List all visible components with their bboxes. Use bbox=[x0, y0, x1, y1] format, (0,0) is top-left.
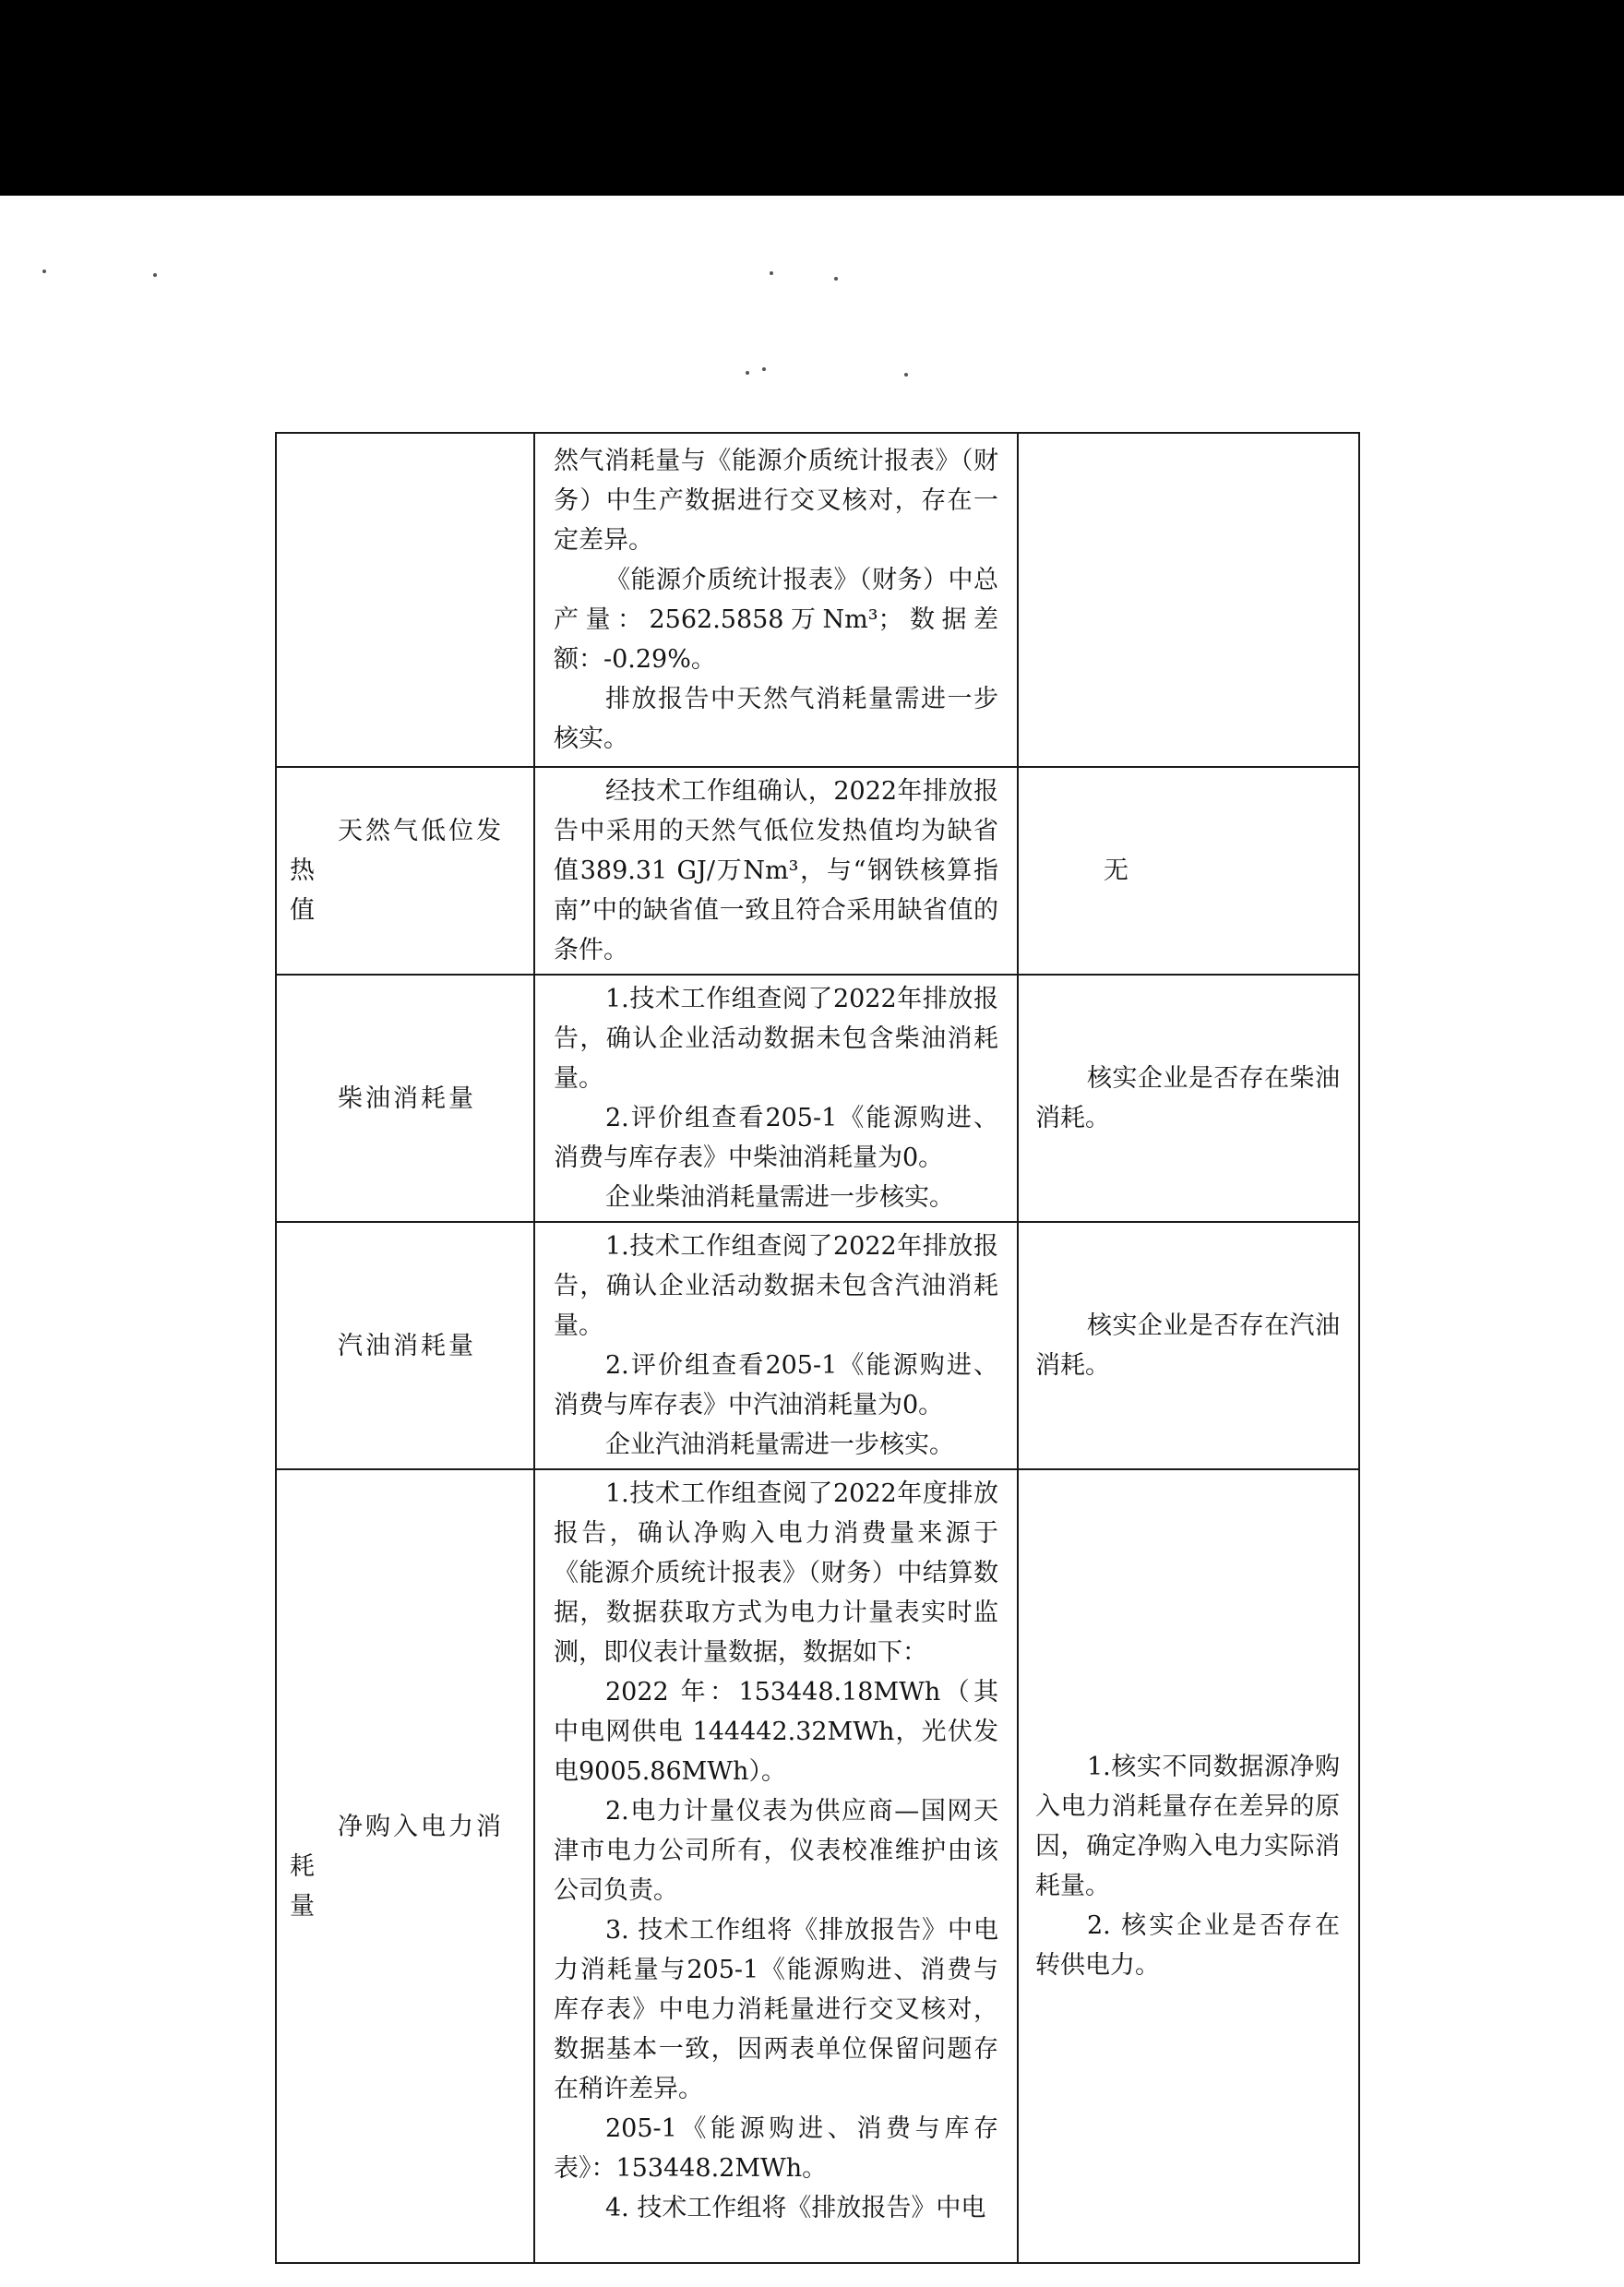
remark-text: 核实企业是否存在汽油消耗。 bbox=[1035, 1311, 1340, 1380]
finding-text: 然气消耗量与《能源介质统计报表》（财务）中生产数据进行交叉核对，存在一定差异。 bbox=[554, 447, 998, 555]
table-row-natural-gas-continued bbox=[276, 433, 1359, 767]
finding-text: 4. 技术工作组将《排放报告》中电 bbox=[605, 2194, 986, 2222]
item-label: 汽油消耗量 bbox=[338, 1331, 476, 1360]
item-cell bbox=[276, 433, 534, 767]
finding-text: 1.技术工作组查阅了2022年排放报告，确认企业活动数据未包含汽油消耗量。 bbox=[554, 1232, 998, 1340]
findings-cell bbox=[534, 975, 1018, 1222]
finding-text: 3. 技术工作组将《排放报告》中电力消耗量与205-1《能源购进、消费与库存表》中电力消耗量进行交叉核对，数据基本一致，因两表单位保留问题存在稍许差异。 bbox=[554, 1916, 998, 2103]
scan-speck bbox=[904, 373, 908, 377]
scan-speck bbox=[770, 271, 773, 275]
table-row-diesel bbox=[276, 975, 1359, 1222]
finding-text: 经技术工作组确认，2022年排放报告中采用的天然气低位发热值均为缺省值389.31 GJ/万Nm³，与“钢铁核算指南”中的缺省值一致且符合采用缺省值的条件。 bbox=[554, 777, 998, 964]
item-cell bbox=[276, 1469, 534, 2263]
remark-text: 核实企业是否存在柴油消耗。 bbox=[1035, 1064, 1340, 1132]
findings-cell bbox=[534, 433, 1018, 767]
item-cell bbox=[276, 767, 534, 975]
findings-cell bbox=[534, 1222, 1018, 1469]
remark-text: 1.核实不同数据源净购入电力消耗量存在差异的原因，确定净购入电力实际消耗量。 bbox=[1035, 1753, 1340, 1900]
remark-cell bbox=[1018, 975, 1359, 1222]
remark-text: 无 bbox=[1104, 856, 1128, 885]
finding-text: 2.评价组查看205-1《能源购进、消费与库存表》中柴油消耗量为0。 bbox=[554, 1104, 998, 1172]
findings-cell bbox=[534, 1469, 1018, 2263]
item-label: 值 bbox=[290, 896, 317, 925]
verification-table bbox=[275, 432, 1360, 2264]
item-cell bbox=[276, 975, 534, 1222]
remark-cell bbox=[1018, 1469, 1359, 2263]
table-row-gasoline bbox=[276, 1222, 1359, 1469]
scan-speck bbox=[834, 277, 838, 281]
finding-text: 205-1《能源购进、消费与库存表》：153448.2MWh。 bbox=[554, 2114, 998, 2183]
scan-speck bbox=[42, 269, 46, 273]
table-row-purchased-electricity bbox=[276, 1469, 1359, 2263]
remark-cell bbox=[1018, 1222, 1359, 1469]
item-label: 天然气低位发热 bbox=[290, 817, 504, 885]
finding-text: 2022 年：153448.18MWh（其中电网供电 144442.32MWh，光伏发电9005.86MWh）。 bbox=[554, 1678, 998, 1786]
remark-cell bbox=[1018, 433, 1359, 767]
scan-top-black-band bbox=[0, 0, 1624, 196]
scan-speck bbox=[762, 367, 766, 371]
finding-text: 《能源介质统计报表》（财务）中总产量：2562.5858万Nm³；数据差额：-0.29%。 bbox=[554, 566, 998, 674]
scan-speck bbox=[153, 273, 157, 277]
item-cell bbox=[276, 1222, 534, 1469]
finding-text: 排放报告中天然气消耗量需进一步核实。 bbox=[554, 685, 998, 753]
finding-text: 2.评价组查看205-1《能源购进、消费与库存表》中汽油消耗量为0。 bbox=[554, 1351, 998, 1419]
remark-cell bbox=[1018, 767, 1359, 975]
remark-text: 2. 核实企业是否存在转供电力。 bbox=[1035, 1911, 1340, 1980]
finding-text: 2.电力计量仪表为供应商—国网天津市电力公司所有，仪表校准维护由该公司负责。 bbox=[554, 1797, 998, 1905]
findings-cell bbox=[534, 767, 1018, 975]
finding-text: 1.技术工作组查阅了2022年排放报告，确认企业活动数据未包含柴油消耗量。 bbox=[554, 985, 998, 1093]
finding-text: 1.技术工作组查阅了2022年度排放报告，确认净购入电力消费量来源于《能源介质统计报表》（财务）中结算数据，数据获取方式为电力计量表实时监测，即仪表计量数据，数据如下： bbox=[554, 1479, 998, 1667]
finding-text: 企业柴油消耗量需进一步核实。 bbox=[605, 1183, 954, 1212]
scan-speck bbox=[746, 371, 749, 375]
item-label: 柴油消耗量 bbox=[338, 1084, 476, 1113]
finding-text: 企业汽油消耗量需进一步核实。 bbox=[605, 1431, 954, 1459]
item-label: 净购入电力消耗 bbox=[290, 1812, 504, 1881]
item-label: 量 bbox=[290, 1891, 317, 1921]
table-row-natural-gas-calorific bbox=[276, 767, 1359, 975]
